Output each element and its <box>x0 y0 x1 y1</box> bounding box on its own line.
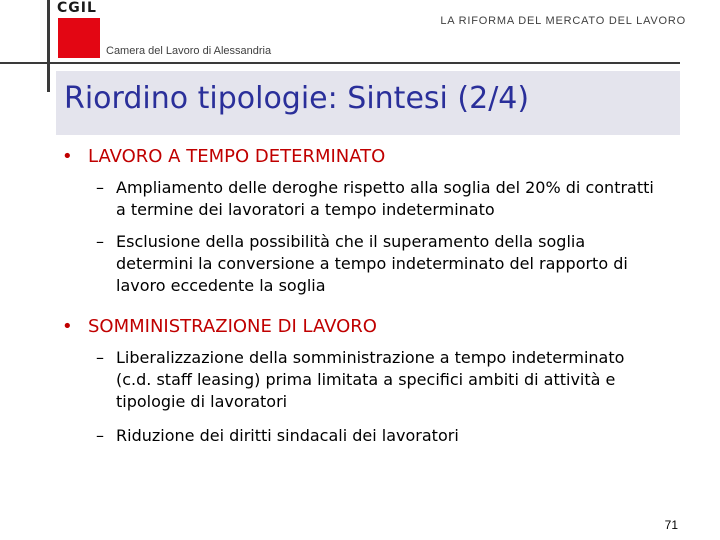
section-heading-tempo-determinato <box>62 146 385 167</box>
list-item-text: Ampliamento delle deroghe rispetto alla soglia del 20% di contratti a termine dei lavoratori a tempo indeterminato <box>116 178 654 219</box>
list-item-text: Liberalizzazione della somministrazione a tempo indeterminato (c.d. staff leasing) prima limitata a specifici ambiti di attività e tipologie di lavoratori <box>116 348 625 411</box>
vertical-rule <box>47 0 50 92</box>
section-heading-text: SOMMINISTRAZIONE DI LAVORO <box>88 316 377 337</box>
section-heading-text: LAVORO A TEMPO DETERMINATO <box>88 146 386 167</box>
list-item <box>96 425 656 447</box>
dash-icon: – <box>96 232 104 251</box>
logo-mark <box>58 18 100 58</box>
bullet-icon: • <box>62 146 73 167</box>
list-item <box>96 177 656 221</box>
list-item <box>96 231 656 297</box>
list-item <box>96 347 656 413</box>
list-item-text: Riduzione dei diritti sindacali dei lavoratori <box>116 426 459 445</box>
logo-text: CGIL <box>57 0 97 16</box>
organization-name: Camera del Lavoro di Alessandria <box>106 45 272 57</box>
list-item-text: Esclusione della possibilità che il superamento della soglia determini la conversione a tempo indeterminato del rapporto di lavoro eccedente la soglia <box>116 232 628 295</box>
horizontal-rule <box>0 62 680 64</box>
dash-icon: – <box>96 426 104 445</box>
slide-title: Riordino tipologie: Sintesi (2/4) <box>64 81 530 116</box>
section-heading-somministrazione <box>62 316 377 337</box>
dash-icon: – <box>96 178 104 197</box>
dash-icon: – <box>96 348 104 367</box>
bullet-icon: • <box>62 316 73 337</box>
slide-header: LA RIFORMA DEL MERCATO DEL LAVORO <box>440 15 686 27</box>
page-number: 71 <box>664 518 678 532</box>
